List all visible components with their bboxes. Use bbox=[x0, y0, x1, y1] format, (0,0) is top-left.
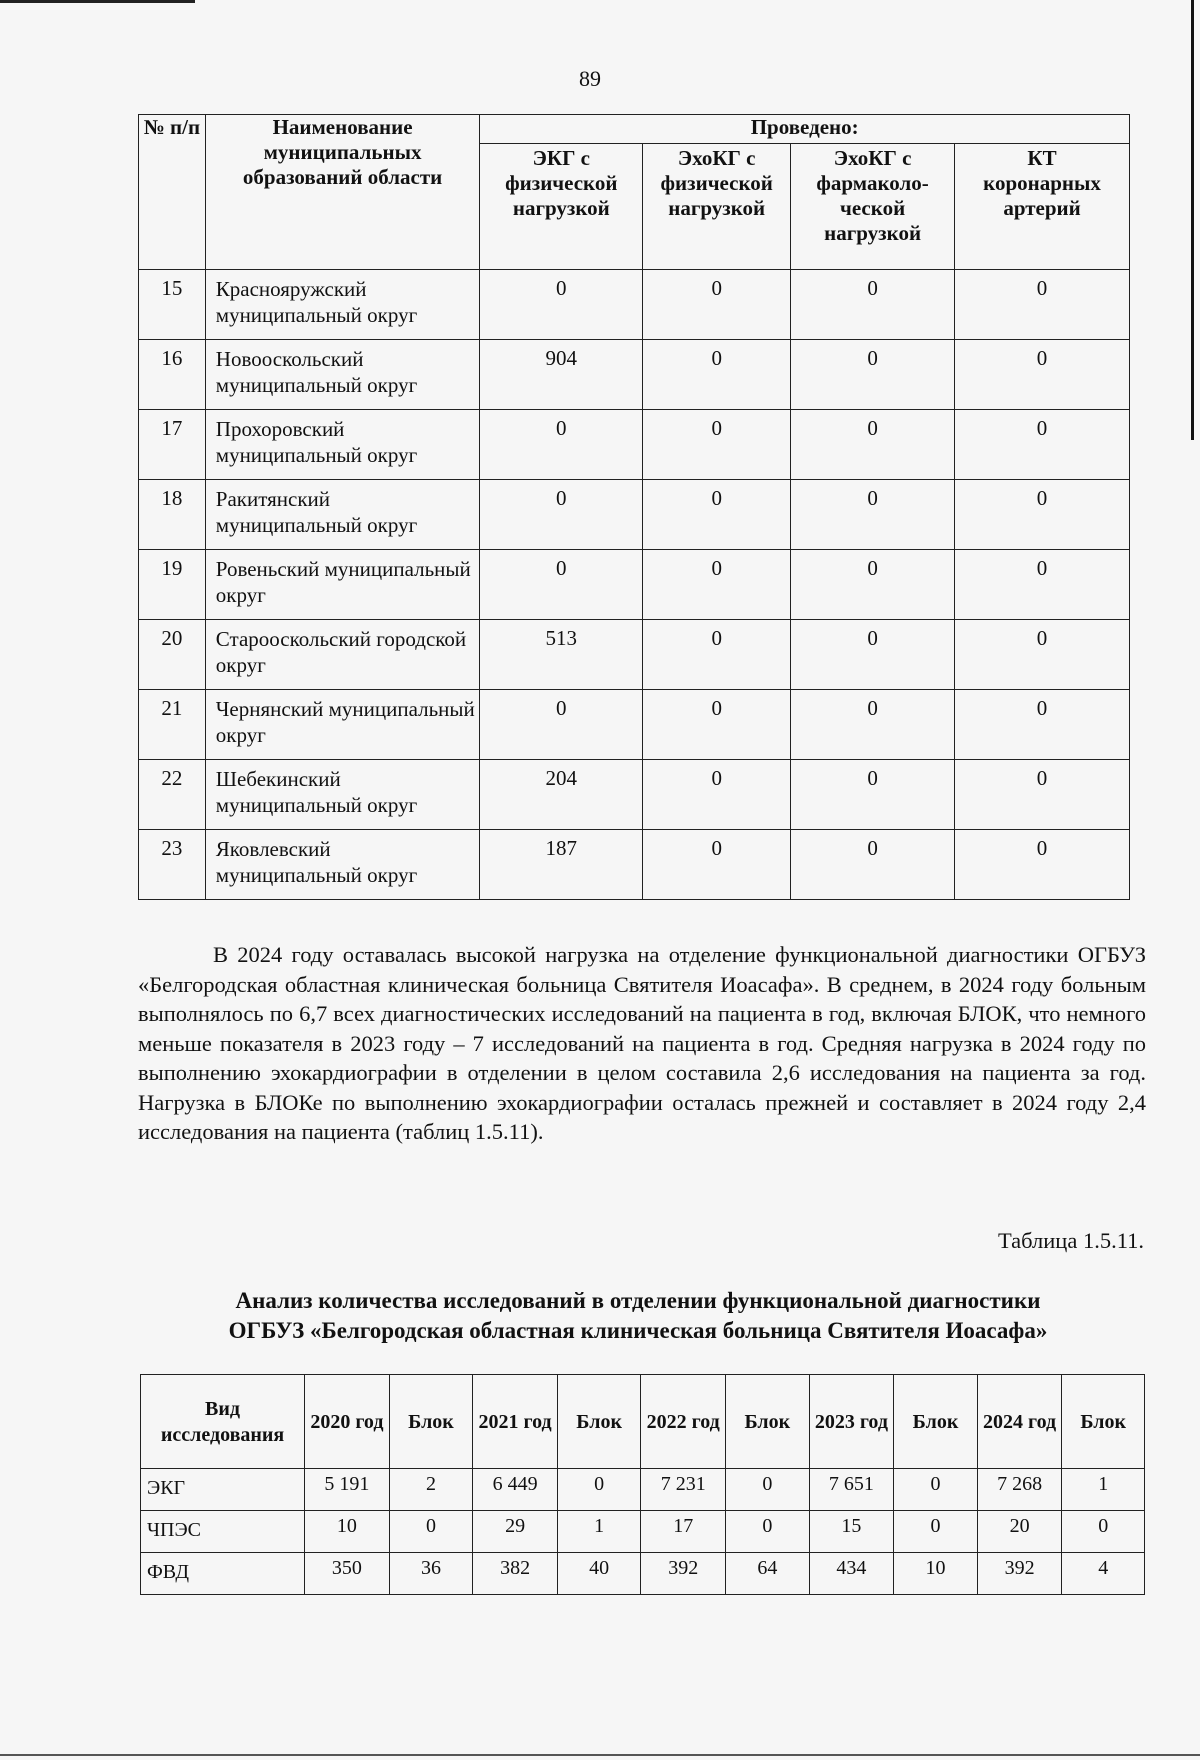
table-row bbox=[139, 830, 1130, 900]
header-echo-physical: ЭхоКГ с физической нагрузкой bbox=[643, 144, 791, 270]
row-number: 17 bbox=[139, 410, 206, 480]
table-row bbox=[139, 340, 1130, 410]
table-title-line-1: Анализ количества исследований в отделении функциональной диагностики bbox=[235, 1288, 1041, 1313]
header-ecg-physical: ЭКГ с физической нагрузкой bbox=[480, 144, 643, 270]
cell-value: 0 bbox=[791, 620, 955, 690]
table-row bbox=[139, 480, 1130, 550]
municipality-name: Чернянский муниципальный округ bbox=[205, 690, 480, 760]
cell-value: 0 bbox=[955, 410, 1130, 480]
cell-value: 0 bbox=[894, 1511, 978, 1553]
header-echo-pharm: ЭхоКГ с фармаколо-ческой нагрузкой bbox=[791, 144, 955, 270]
municipality-name: Прохоровский муниципальный округ bbox=[205, 410, 480, 480]
table-row bbox=[141, 1553, 1145, 1595]
cell-value: 0 bbox=[791, 340, 955, 410]
cell-value: 10 bbox=[894, 1553, 978, 1595]
header-year: 2020 год bbox=[305, 1375, 390, 1469]
cell-value: 1 bbox=[557, 1511, 641, 1553]
table-row bbox=[139, 270, 1130, 340]
header-block: Блок bbox=[894, 1375, 978, 1469]
municipal-tests-table bbox=[138, 114, 1130, 900]
cell-value: 5 191 bbox=[305, 1469, 390, 1511]
header-year: 2023 год bbox=[809, 1375, 894, 1469]
municipality-name: Шебекинский муниципальный округ bbox=[205, 760, 480, 830]
study-type: ЭКГ bbox=[141, 1469, 305, 1511]
header-block: Блок bbox=[557, 1375, 641, 1469]
cell-value: 0 bbox=[643, 410, 791, 480]
cell-value: 0 bbox=[643, 270, 791, 340]
scan-edge-bottom bbox=[0, 1754, 1200, 1756]
cell-value: 0 bbox=[1062, 1511, 1145, 1553]
cell-value: 6 449 bbox=[473, 1469, 558, 1511]
cell-value: 7 651 bbox=[809, 1469, 894, 1511]
header-number: № п/п bbox=[139, 115, 206, 270]
cell-value: 0 bbox=[955, 340, 1130, 410]
cell-value: 904 bbox=[480, 340, 643, 410]
table-title-line-2: ОГБУЗ «Белгородская областная клиническая больница Святителя Иоасафа» bbox=[228, 1318, 1048, 1343]
cell-value: 15 bbox=[809, 1511, 894, 1553]
table-row bbox=[139, 550, 1130, 620]
cell-value: 0 bbox=[643, 760, 791, 830]
cell-value: 0 bbox=[955, 620, 1130, 690]
row-number: 15 bbox=[139, 270, 206, 340]
page-number: 89 bbox=[579, 66, 601, 91]
municipality-name: Яковлевский муниципальный округ bbox=[205, 830, 480, 900]
cell-value: 0 bbox=[643, 620, 791, 690]
cell-value: 513 bbox=[480, 620, 643, 690]
municipality-name: Ровеньский муниципальный округ bbox=[205, 550, 480, 620]
header-block: Блок bbox=[726, 1375, 810, 1469]
cell-value: 0 bbox=[557, 1469, 641, 1511]
cell-value: 7 268 bbox=[977, 1469, 1062, 1511]
header-municipality: Наименование муниципальных образований области bbox=[205, 115, 480, 270]
scan-edge-right bbox=[1191, 0, 1194, 440]
row-number: 18 bbox=[139, 480, 206, 550]
cell-value: 0 bbox=[791, 760, 955, 830]
header-block: Блок bbox=[389, 1375, 473, 1469]
header-ct-coronary: КТ коронарных артерий bbox=[955, 144, 1130, 270]
header-study-type: Вид исследования bbox=[141, 1375, 305, 1469]
cell-value: 0 bbox=[643, 480, 791, 550]
municipality-name: Новооскольский муниципальный округ bbox=[205, 340, 480, 410]
cell-value: 0 bbox=[791, 270, 955, 340]
cell-value: 187 bbox=[480, 830, 643, 900]
cell-value: 0 bbox=[791, 830, 955, 900]
cell-value: 0 bbox=[955, 550, 1130, 620]
cell-value: 0 bbox=[955, 760, 1130, 830]
cell-value: 0 bbox=[726, 1469, 810, 1511]
cell-value: 4 bbox=[1062, 1553, 1145, 1595]
cell-value: 2 bbox=[389, 1469, 473, 1511]
cell-value: 0 bbox=[480, 480, 643, 550]
cell-value: 0 bbox=[643, 340, 791, 410]
cell-value: 7 231 bbox=[641, 1469, 726, 1511]
cell-value: 0 bbox=[726, 1511, 810, 1553]
cell-value: 0 bbox=[480, 270, 643, 340]
study-type: ЧПЭС bbox=[141, 1511, 305, 1553]
cell-value: 36 bbox=[389, 1553, 473, 1595]
cell-value: 0 bbox=[389, 1511, 473, 1553]
table-row bbox=[139, 690, 1130, 760]
cell-value: 40 bbox=[557, 1553, 641, 1595]
table-row bbox=[139, 410, 1130, 480]
cell-value: 392 bbox=[641, 1553, 726, 1595]
cell-value: 0 bbox=[480, 690, 643, 760]
header-block: Блок bbox=[1062, 1375, 1145, 1469]
cell-value: 0 bbox=[480, 410, 643, 480]
cell-value: 0 bbox=[955, 270, 1130, 340]
header-year: 2022 год bbox=[641, 1375, 726, 1469]
cell-value: 0 bbox=[791, 410, 955, 480]
row-number: 22 bbox=[139, 760, 206, 830]
municipality-name: Краснояружский муниципальный округ bbox=[205, 270, 480, 340]
table-label: Таблица 1.5.11. bbox=[997, 1228, 1144, 1253]
table-row bbox=[141, 1469, 1145, 1511]
cell-value: 0 bbox=[643, 830, 791, 900]
cell-value: 0 bbox=[643, 690, 791, 760]
cell-value: 0 bbox=[894, 1469, 978, 1511]
cell-value: 0 bbox=[791, 550, 955, 620]
cell-value: 20 bbox=[977, 1511, 1062, 1553]
cell-value: 0 bbox=[955, 830, 1130, 900]
header-performed: Проведено: bbox=[480, 115, 1130, 144]
row-number: 16 bbox=[139, 340, 206, 410]
cell-value: 350 bbox=[305, 1553, 390, 1595]
cell-value: 434 bbox=[809, 1553, 894, 1595]
row-number: 19 bbox=[139, 550, 206, 620]
cell-value: 0 bbox=[955, 480, 1130, 550]
cell-value: 0 bbox=[791, 690, 955, 760]
cell-value: 0 bbox=[643, 550, 791, 620]
table-row bbox=[139, 760, 1130, 830]
cell-value: 29 bbox=[473, 1511, 558, 1553]
cell-value: 0 bbox=[791, 480, 955, 550]
cell-value: 1 bbox=[1062, 1469, 1145, 1511]
cell-value: 0 bbox=[480, 550, 643, 620]
table-row bbox=[139, 620, 1130, 690]
header-year: 2021 год bbox=[473, 1375, 558, 1469]
cell-value: 64 bbox=[726, 1553, 810, 1595]
cell-value: 204 bbox=[480, 760, 643, 830]
header-year: 2024 год bbox=[977, 1375, 1062, 1469]
row-number: 20 bbox=[139, 620, 206, 690]
cell-value: 10 bbox=[305, 1511, 390, 1553]
diagnostics-analysis-table bbox=[140, 1374, 1145, 1595]
study-type: ФВД bbox=[141, 1553, 305, 1595]
cell-value: 17 bbox=[641, 1511, 726, 1553]
row-number: 23 bbox=[139, 830, 206, 900]
table-row bbox=[141, 1511, 1145, 1553]
cell-value: 0 bbox=[955, 690, 1130, 760]
cell-value: 392 bbox=[977, 1553, 1062, 1595]
municipality-name: Старооскольский городской округ bbox=[205, 620, 480, 690]
table-title bbox=[138, 1286, 1138, 1346]
row-number: 21 bbox=[139, 690, 206, 760]
cell-value: 382 bbox=[473, 1553, 558, 1595]
municipality-name: Ракитянский муниципальный округ bbox=[205, 480, 480, 550]
body-paragraph: В 2024 году оставалась высокой нагрузка на отделение функциональной диагностики ОГБУЗ «Белгородская областная клиническая больница Святителя Иоасафа». В среднем, в 2024 году больным выполнялось по 6,7 всех диагностических исследований на пациента в год, включая БЛОК, что немного меньше показателя в 2023 году – 7 исследований на пациента в год. Средняя нагрузка в 2024 году по выполнению эхокардиографии в отделении в целом составила 2,6 исследования на пациента за год. Нагрузка в БЛОКе по выполнению эхокардиографии осталась прежней и составляет в 2024 году 2,4 исследования на пациента (таблиц 1.5.11). bbox=[138, 942, 1146, 1144]
scan-edge-top bbox=[0, 0, 195, 3]
